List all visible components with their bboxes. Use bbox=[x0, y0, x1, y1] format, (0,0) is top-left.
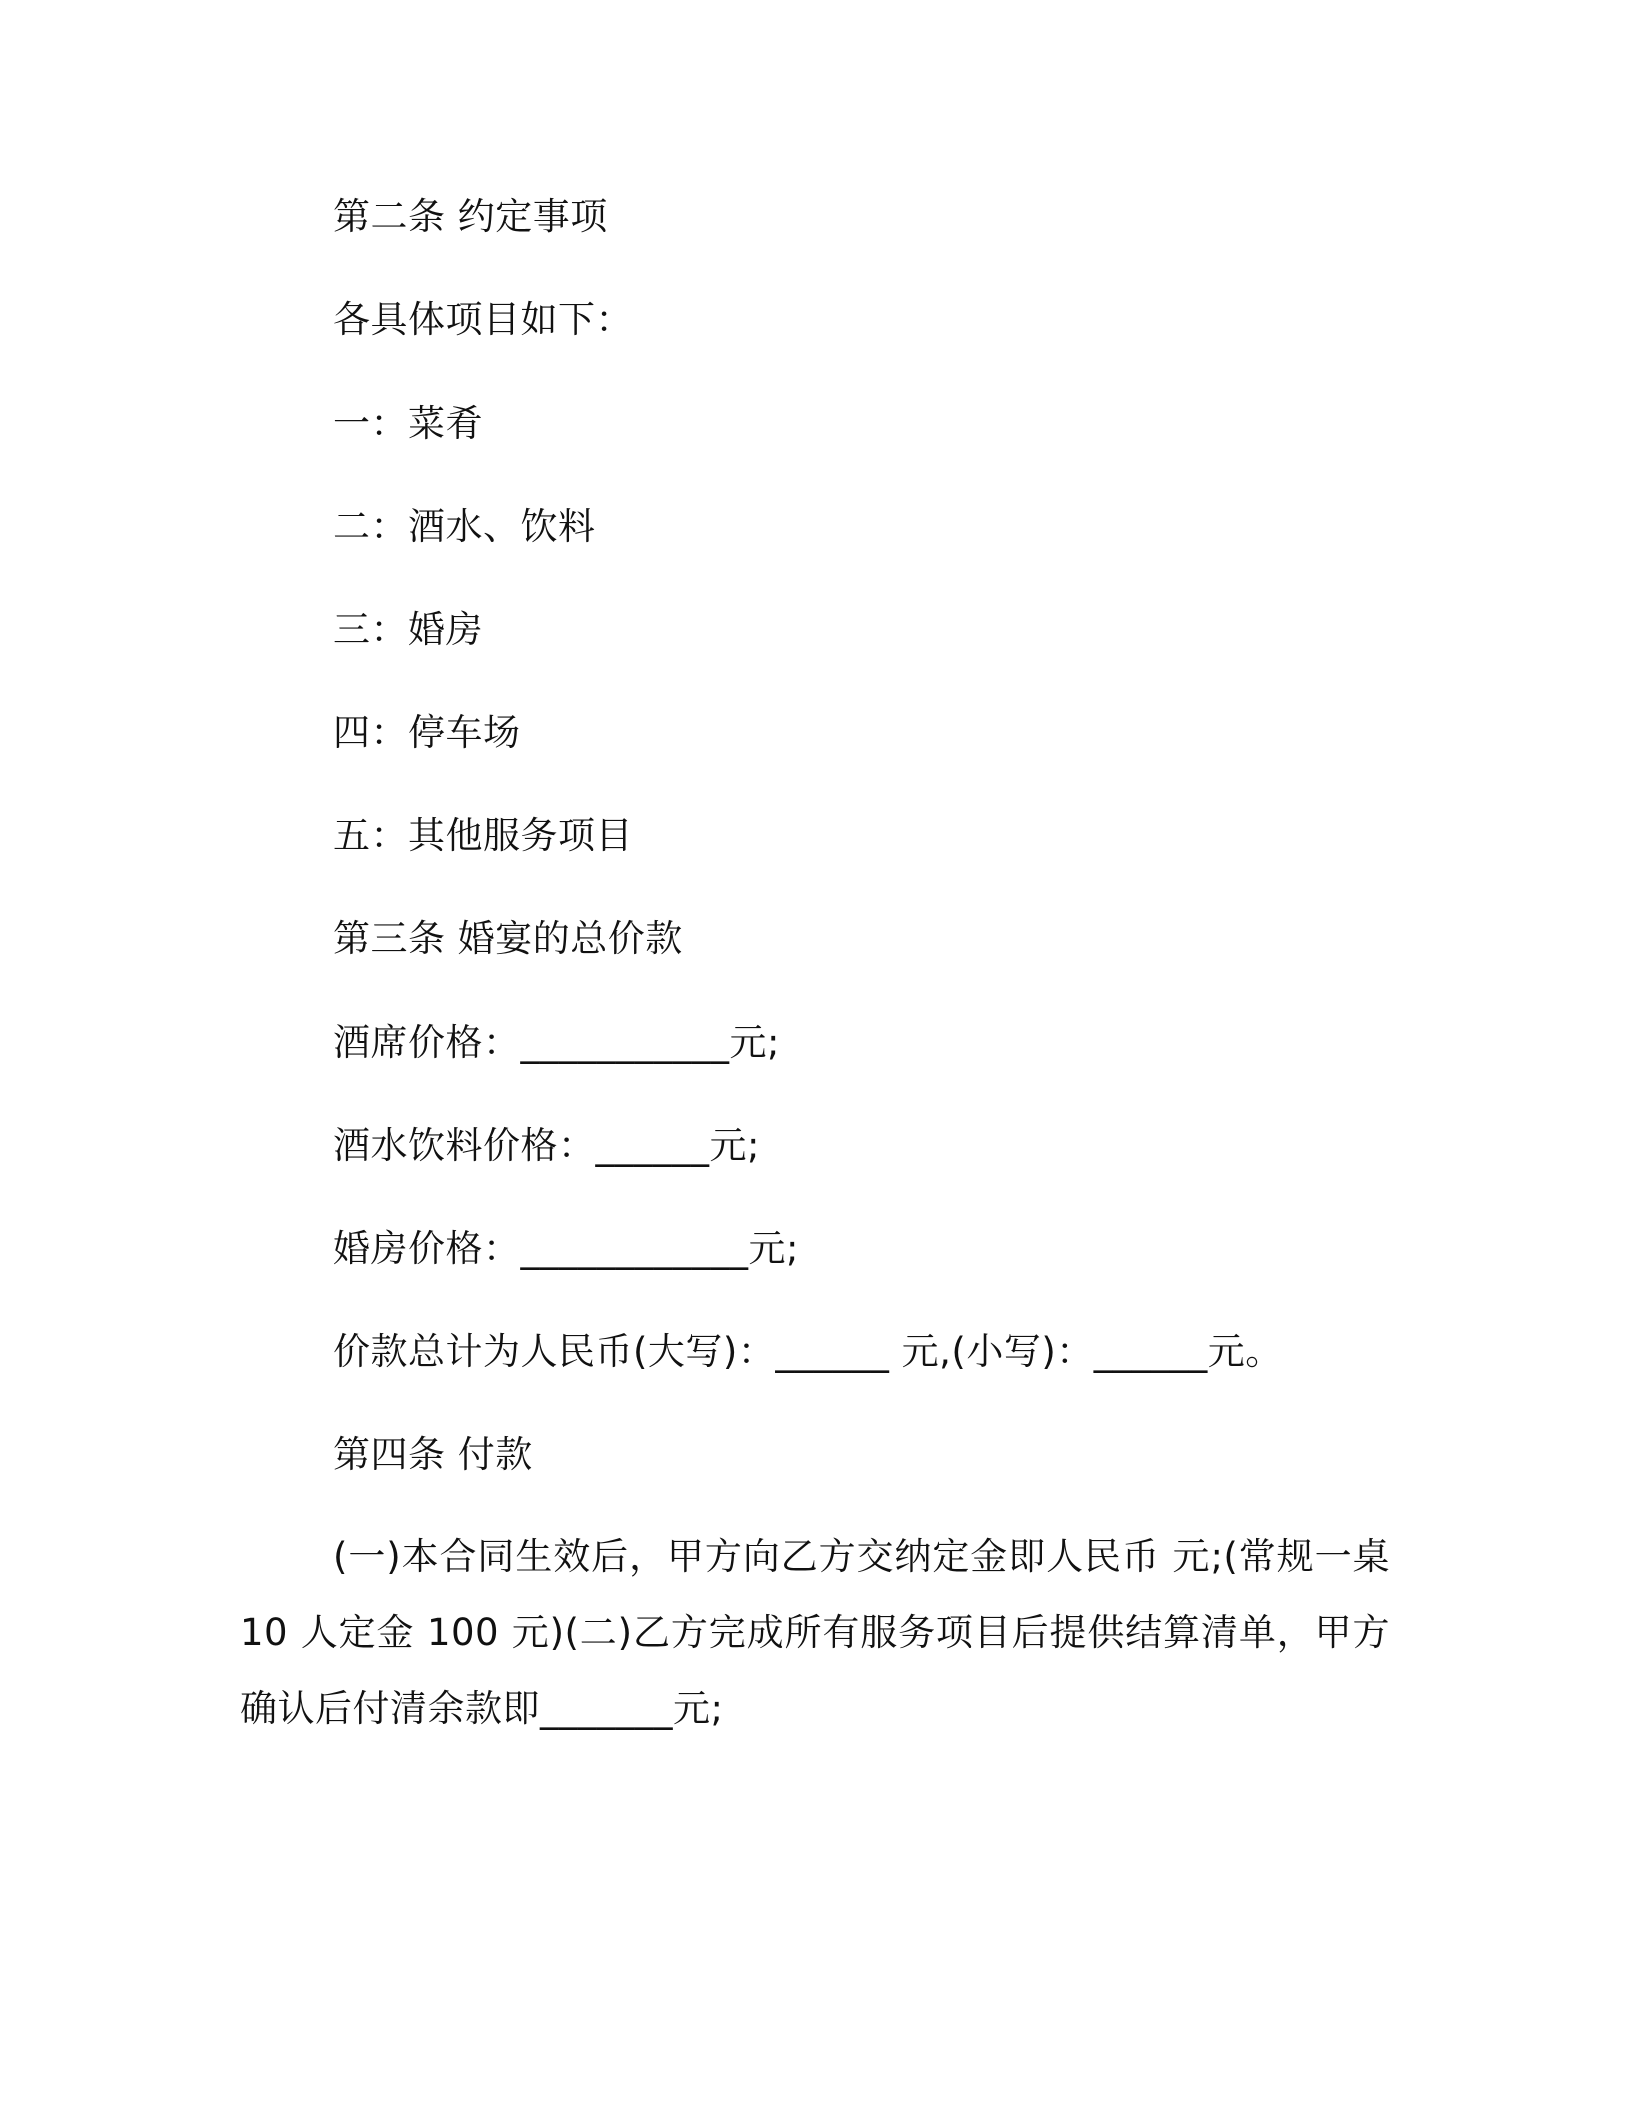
banquet-price-line: 酒席价格：___________元; bbox=[333, 1021, 780, 1064]
payment-paragraph: (一)本合同生效后，甲方向乙方交纳定金即人民币 元;(常规一桌 10 人定金 100 元)(二)乙方完成所有服务项目后提供结算清单，甲方确认后付清余款即_______元; bbox=[240, 1535, 1390, 1730]
article-3-heading: 第三条 婚宴的总价款 bbox=[333, 917, 683, 960]
item-1-dishes: 一：菜肴 bbox=[333, 402, 483, 445]
bridal-room-price-line: 婚房价格：____________元; bbox=[333, 1227, 799, 1270]
item-2-drinks: 二：酒水、饮料 bbox=[333, 505, 596, 548]
drinks-price-line: 酒水饮料价格：______元; bbox=[333, 1124, 760, 1167]
total-price-line: 价款总计为人民币(大写)：______ 元,(小写)：______元。 bbox=[333, 1330, 1283, 1373]
items-intro: 各具体项目如下： bbox=[333, 298, 633, 341]
article-2-heading: 第二条 约定事项 bbox=[333, 195, 608, 238]
item-4-parking: 四：停车场 bbox=[333, 711, 521, 754]
item-3-bridal-room: 三：婚房 bbox=[333, 608, 483, 651]
item-5-other-services: 五：其他服务项目 bbox=[333, 814, 633, 857]
article-4-heading: 第四条 付款 bbox=[333, 1433, 533, 1476]
